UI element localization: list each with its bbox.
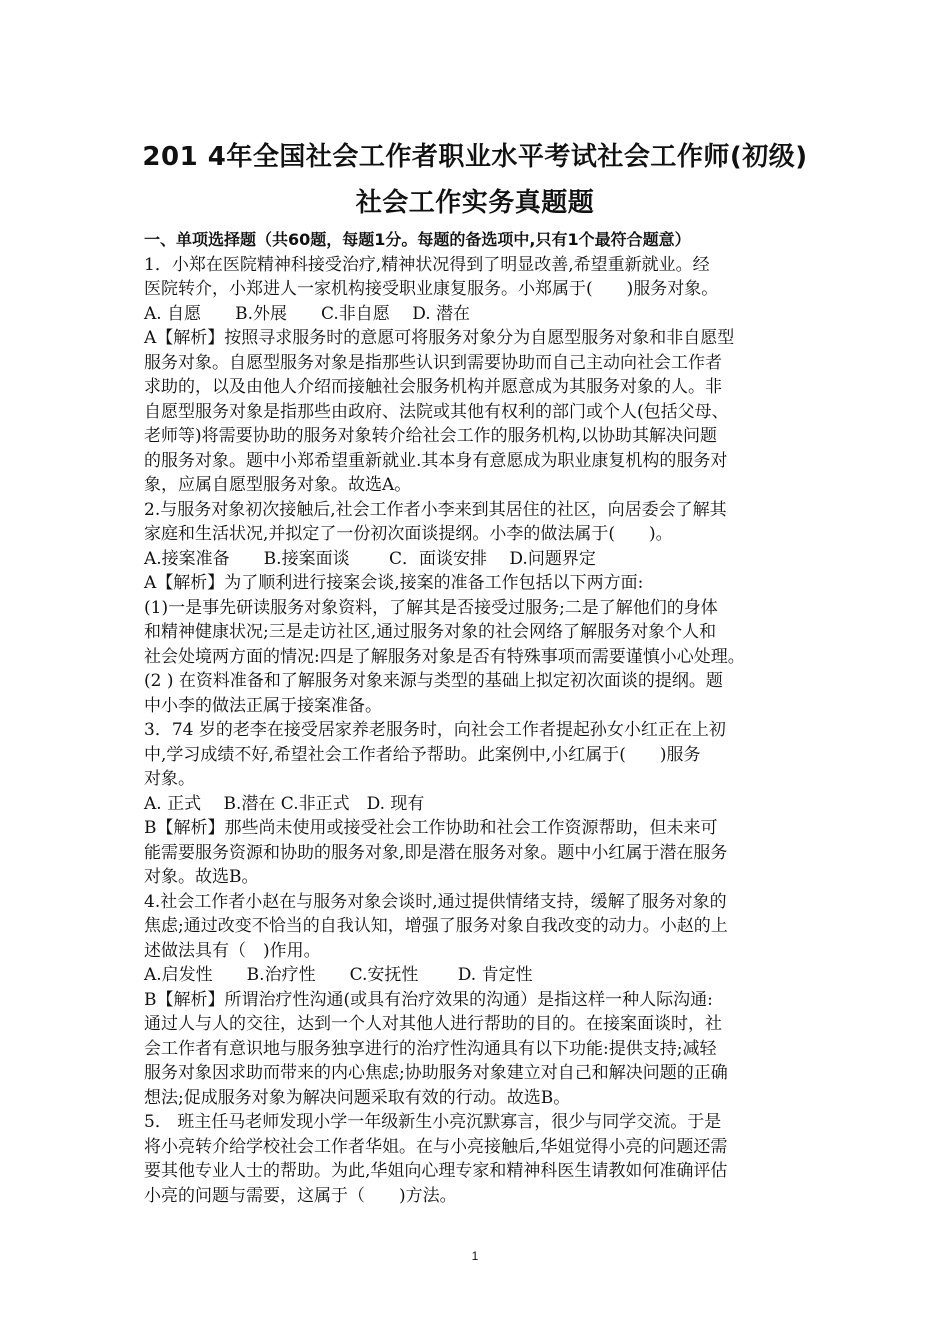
text-line: 中小李的做法正属于接案准备。 [144, 695, 382, 716]
text-line: 通过人与人的交往，达到一个人对其他人进行帮助的目的。在接案面谈时，社 [144, 1014, 722, 1034]
answer-options: A.启发性 B.治疗性 C.安抚性 D. 肯定性 [144, 965, 533, 985]
text-line: (1)一是事先研读服务对象资料，了解其是否接受过服务;二是了解他们的身体 [144, 597, 718, 618]
text-line: 服务对象。自愿型服务对象是指那些认识到需要协助而自己主动向社会工作者 [144, 352, 722, 373]
text-line: 4.社会工作者小赵在与服务对象会谈时,通过提供情绪支持，缓解了服务对象的 [144, 891, 727, 912]
text-line: 会工作者有意识地与服务独享进行的治疗性沟通具有以下功能:提供支持;减轻 [144, 1038, 717, 1059]
answer-options: A. 正式 B.潜在 C.非正式 D. 现有 [144, 793, 425, 814]
section-heading: 一、单项选择题（共60题，每题1分。每题的备选项中,只有1个最符合题意） [144, 230, 691, 249]
text-line: B【解析】所谓治疗性沟通(或具有治疗效果的沟通）是指这样一种人际沟通: [144, 989, 713, 1010]
text-line: 能需要服务资源和协助的服务对象,即是潜在服务对象。题中小红属于潜在服务 [144, 842, 728, 863]
text-line: A【解析】按照寻求服务时的意愿可将服务对象分为自愿型服务对象和非自愿型 [144, 328, 735, 348]
text-line: 要其他专业人士的帮助。为此,华姐向心理专家和精神科医生请教如何准确评估 [144, 1161, 728, 1181]
text-line: 求助的，以及由他人介绍而接触社会服务机构并愿意成为其服务对象的人。非 [144, 377, 722, 397]
text-line: 家庭和生活状况,并拟定了一份初次面谈提纲。小李的做法属于( )。 [144, 524, 673, 544]
text-line: (2 ) 在资料准备和了解服务对象来源与类型的基础上拟定初次面谈的提纲。题 [144, 671, 723, 691]
text-line: 将小亮转介给学校社会工作者华姐。在与小亮接触后,华姐觉得小亮的问题还需 [144, 1136, 728, 1157]
text-line: 1．小郑在医院精神科接受治疗,精神状况得到了明显改善,希望重新就业。经 [144, 254, 710, 275]
answer-options: A.接案准备 B.接案面谈 C．面谈安排 D.问题界定 [144, 548, 596, 569]
answer-options: A. 自愿 B.外展 C.非自愿 D. 潜在 [144, 303, 471, 324]
document-body [144, 228, 816, 1208]
text-line: A【解析】为了顺利进行接案会谈,接案的准备工作包括以下两方面: [144, 573, 644, 593]
text-line: 社会处境两方面的情况:四是了解服务对象是否有特殊事项而需要谨慎小心处理。 [144, 646, 745, 667]
text-line: 5． 班主任马老师发现小学一年级新生小亮沉默寡言，很少与同学交流。于是 [144, 1112, 722, 1132]
text-line: 中,学习成绩不好,希望社会工作者给予帮助。此案例中,小红属于( )服务 [144, 744, 701, 765]
document-title: 201 4年全国社会工作者职业水平考试社会工作师(初级) [142, 142, 808, 172]
text-line: 对象。 [144, 769, 195, 789]
text-line: 想法;促成服务对象为解决问题采取有效的行动。故选B。 [144, 1087, 571, 1108]
text-line: 和精神健康状况;三是走访社区,通过服务对象的社会网络了解服务对象个人和 [144, 622, 717, 642]
text-line: 的服务对象。题中小郑希望重新就业.其本身有意愿成为职业康复机构的服务对 [144, 450, 728, 471]
text-line: 服务对象因求助而带来的内心焦虑;协助服务对象建立对自己和解决问题的正确 [144, 1063, 728, 1083]
text-line: B【解析】那些尚未使用或接受社会工作协助和社会工作资源帮助，但未来可 [144, 818, 718, 838]
text-line: 老师等)将需要协助的服务对象转介给社会工作的服务机构,以协助其解决问题 [144, 426, 718, 446]
document-subtitle: 社会工作实务真题题 [355, 188, 595, 218]
text-line: 小亮的问题与需要，这属于（ )方法。 [144, 1185, 457, 1206]
page-number: 1 [471, 1249, 479, 1263]
text-line: 医院转介，小郑进人一家机构接受职业康复服务。小郑属于( )服务对象。 [144, 279, 719, 299]
text-line: 焦虑;通过改变不恰当的自我认知，增强了服务对象自我改变的动力。小赵的上 [144, 916, 728, 936]
text-line: 自愿型服务对象是指那些由政府、法院或其他有权利的部门或个人(包括父母、 [144, 401, 729, 422]
text-line: 对象。故选B。 [144, 867, 259, 887]
text-line: 象，应属自愿型服务对象。故选A。 [144, 475, 412, 495]
text-line: 3．74 岁的老李在接受居家养老服务时，向社会工作者提起孙女小红正在上初 [144, 720, 726, 740]
text-line: 述做法具有（ )作用。 [144, 940, 321, 961]
text-line: 2.与服务对象初次接触后,社会工作者小李来到其居住的社区，向居委会了解其 [144, 499, 727, 520]
